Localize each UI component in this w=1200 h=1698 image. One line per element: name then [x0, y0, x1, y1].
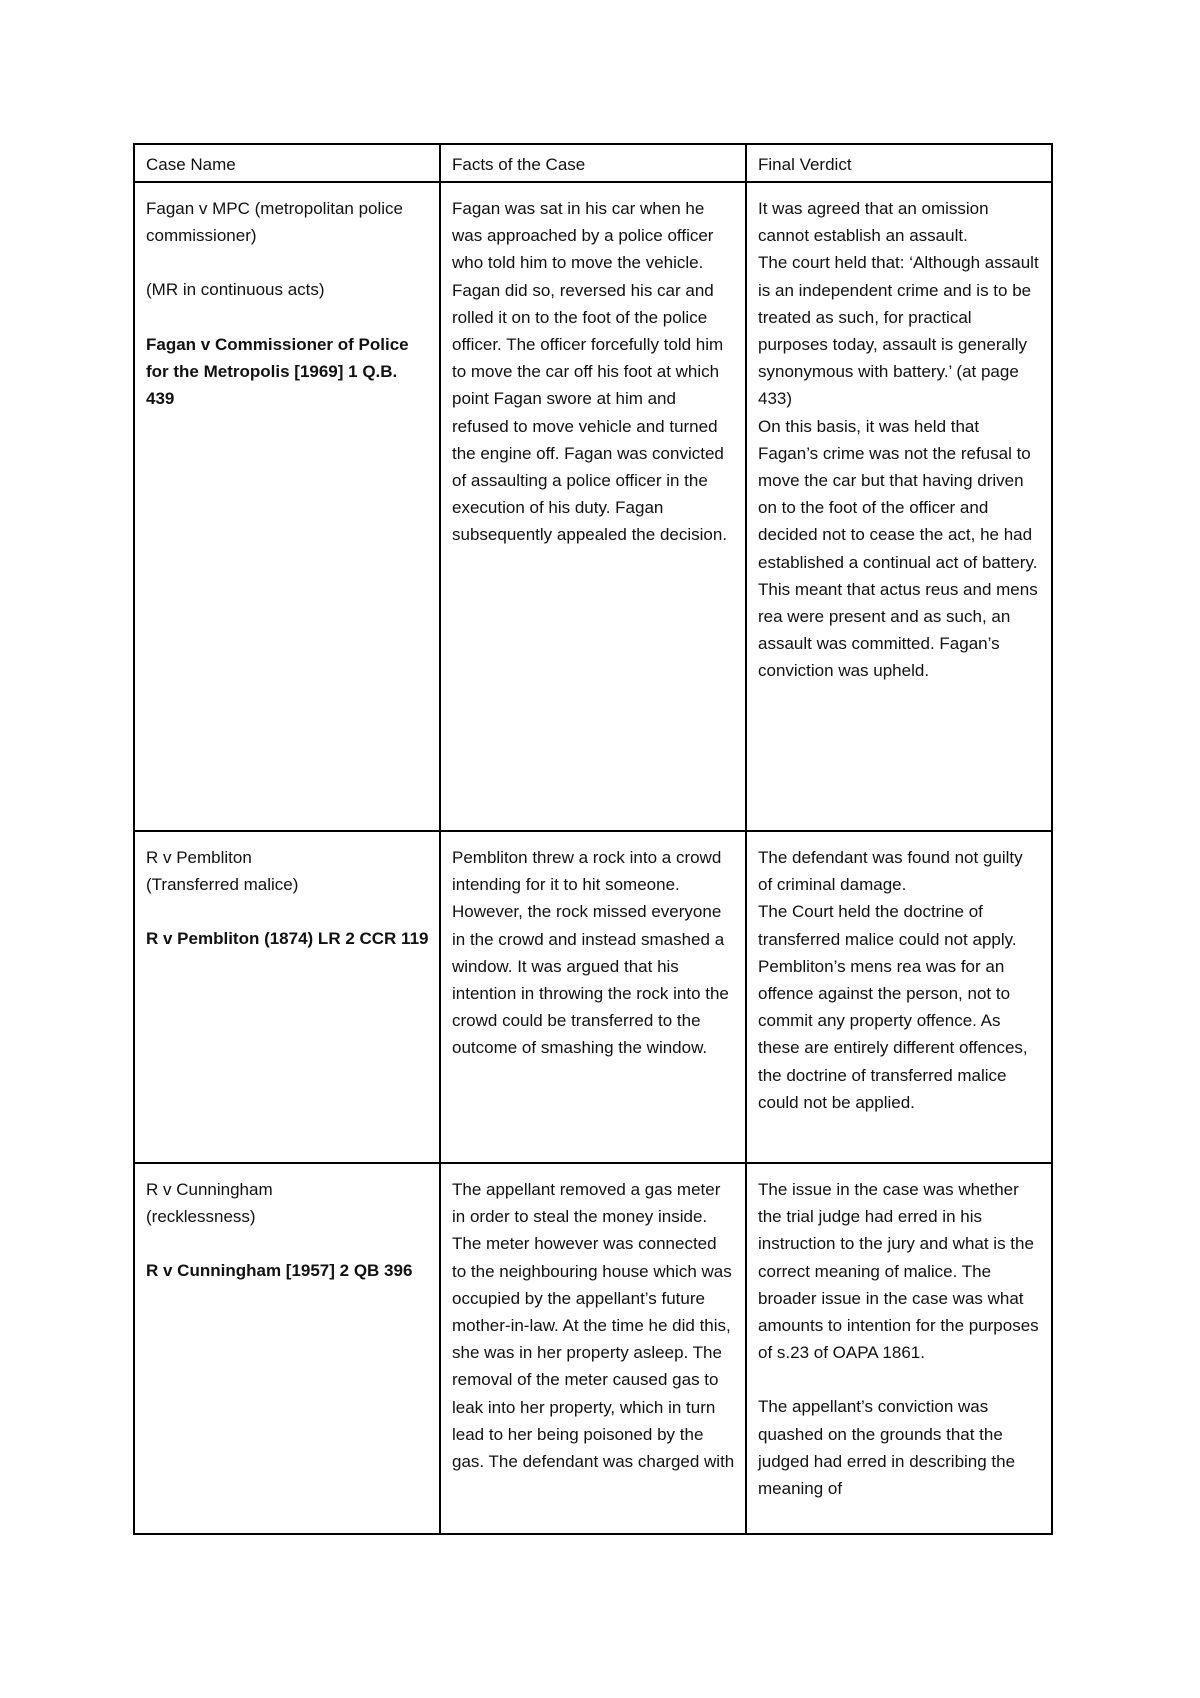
table-header-row	[134, 144, 1052, 182]
case-citation: R v Pembliton (1874) LR 2 CCR 119	[146, 929, 429, 949]
header-case-name: Case Name	[134, 144, 440, 182]
case-citation: R v Cunningham [1957] 2 QB 396	[146, 1261, 413, 1281]
verdict-paragraph: The court held that: ‘Although assault is an independent crime and is to be treated as such, for practical purposes today, assault is generally synonymous with battery.’ (at page 433)	[758, 253, 1039, 409]
case-name-cell	[134, 1163, 440, 1534]
case-name-cell	[134, 182, 440, 831]
case-principle: (recklessness)	[146, 1207, 256, 1227]
table-row	[134, 182, 1052, 831]
case-facts: The appellant removed a gas meter in order to steal the money inside. The meter however was connected to the neighbouring house which was occupied by the appellant’s future mother-in-law. At the time he did this, she was in her property asleep. The removal of the meter caused gas to leak into her property, which in turn lead to her being poisoned by the gas. The defendant was charged with	[452, 1180, 735, 1472]
verdict-paragraph: It was agreed that an omission cannot establish an assault.	[758, 199, 989, 246]
case-facts: Pembliton threw a rock into a crowd intending for it to hit someone. However, the rock missed everyone in the crowd and instead smashed a window. It was argued that his intention in throwing the rock into the crowd could be transferred to the outcome of smashing the window.	[452, 848, 729, 1058]
verdict-cell	[746, 831, 1052, 1163]
header-facts: Facts of the Case	[440, 144, 746, 182]
facts-cell	[440, 1163, 746, 1534]
case-principle: (MR in continuous acts)	[146, 280, 325, 300]
verdict-paragraph: The issue in the case was whether the trial judge had erred in his instruction to the jury and what is the correct meaning of malice. The broader issue in the case was what amounts to intention for the purposes of s.23 of OAPA 1861.	[758, 1180, 1039, 1363]
table-row	[134, 831, 1052, 1163]
header-verdict: Final Verdict	[746, 144, 1052, 182]
case-name: Fagan v MPC (metropolitan police commissioner)	[146, 199, 404, 246]
facts-cell	[440, 831, 746, 1163]
verdict-paragraph: The defendant was found not guilty of criminal damage.	[758, 848, 1023, 895]
verdict-paragraph: On this basis, it was held that Fagan’s crime was not the refusal to move the car but that having driven on to the foot of the officer and decided not to cease the act, he had established a continual act of battery. This meant that actus reus and mens rea were present and as such, an assault was committed. Fagan’s conviction was upheld.	[758, 416, 1038, 681]
verdict-cell	[746, 182, 1052, 831]
verdict-cell	[746, 1163, 1052, 1534]
case-name-cell	[134, 831, 440, 1163]
case-name: R v Cunningham	[146, 1180, 273, 1199]
verdict-paragraph: The appellant’s conviction was quashed on the grounds that the judged had erred in describing the meaning of	[758, 1397, 1016, 1499]
table-row	[134, 1163, 1052, 1534]
case-table	[133, 143, 1053, 1535]
case-principle: (Transferred malice)	[146, 875, 299, 895]
case-citation: Fagan v Commissioner of Police for the Metropolis [1969] 1 Q.B. 439	[146, 334, 409, 409]
verdict-paragraph: The Court held the doctrine of transferred malice could not apply. Pembliton’s mens rea was for an offence against the person, not to commit any property offence. As these are entirely different offences, the doctrine of transferred malice could not be applied.	[758, 902, 1028, 1112]
case-facts: Fagan was sat in his car when he was approached by a police officer who told him to move the vehicle. Fagan did so, reversed his car and rolled it on to the foot of the police officer. The officer forcefully told him to move the car off his foot at which point Fagan swore at him and refused to move vehicle and turned the engine off. Fagan was convicted of assaulting a police officer in the execution of his duty. Fagan subsequently appealed the decision.	[452, 199, 728, 545]
case-name: R v Pembliton	[146, 848, 252, 867]
facts-cell	[440, 182, 746, 831]
